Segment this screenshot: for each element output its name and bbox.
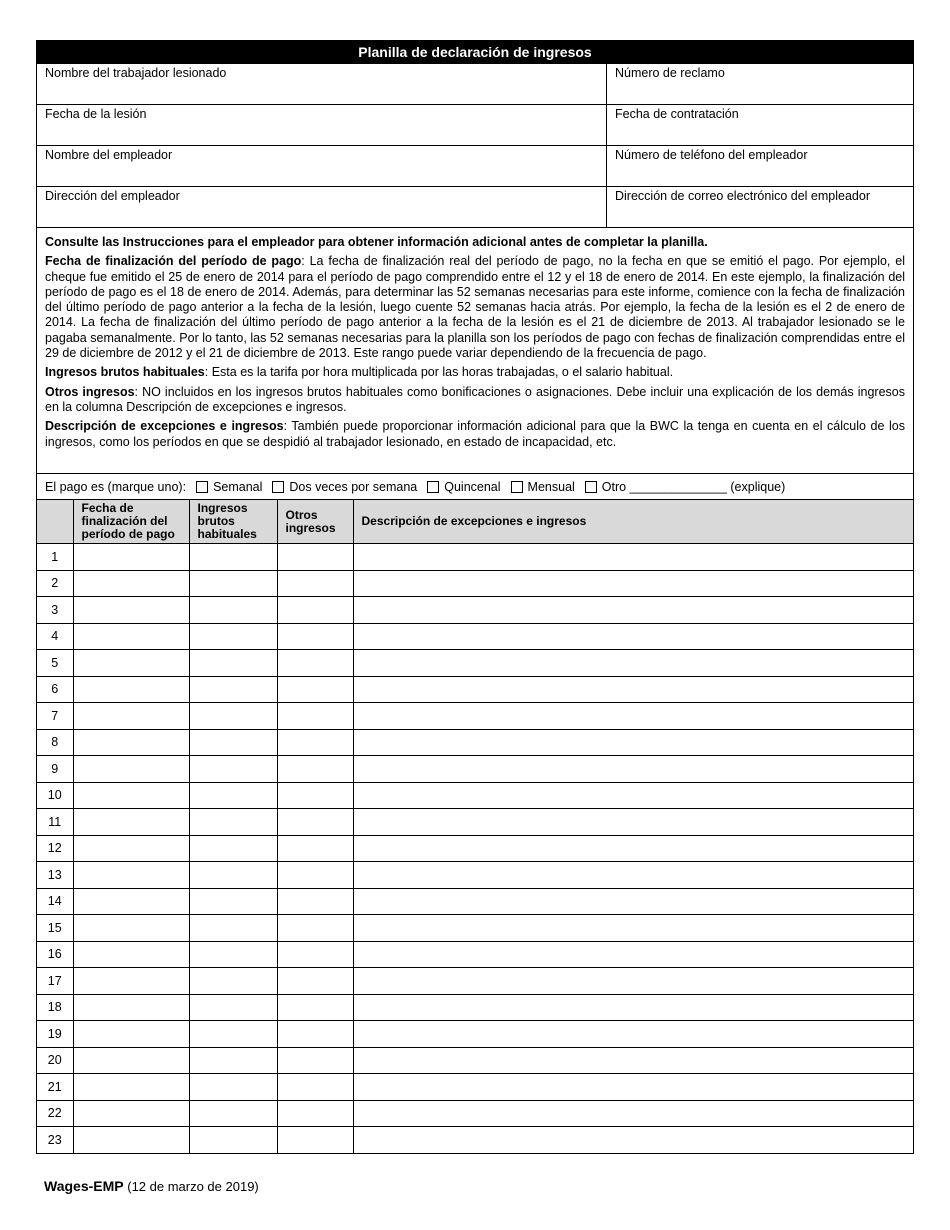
period-end-cell[interactable] [73, 915, 189, 942]
description-cell[interactable] [353, 994, 913, 1021]
employer-email-field[interactable] [607, 187, 913, 227]
injured-worker-name-field[interactable] [37, 64, 607, 104]
table-row [37, 782, 913, 809]
description-cell[interactable] [353, 623, 913, 650]
field-label: Fecha de la lesión [45, 107, 147, 121]
row-number: 12 [37, 835, 73, 862]
row-number: 13 [37, 862, 73, 889]
instruction-term: Descripción de excepciones e ingresos [45, 419, 284, 434]
row-number: 20 [37, 1047, 73, 1074]
option-label: Quincenal [444, 479, 501, 494]
other-income-cell[interactable] [277, 544, 353, 571]
description-cell[interactable] [353, 968, 913, 995]
column-header-description: Descripción de excepciones e ingresos [353, 500, 913, 544]
hire-date-field[interactable] [607, 105, 913, 145]
other-income-cell[interactable] [277, 862, 353, 889]
table-row [37, 941, 913, 968]
description-cell[interactable] [353, 676, 913, 703]
description-cell[interactable] [353, 941, 913, 968]
option-twice-weekly[interactable] [272, 480, 417, 494]
table-row [37, 623, 913, 650]
form-footer [44, 1178, 259, 1194]
gross-wages-cell[interactable] [189, 703, 277, 730]
table-row [37, 1100, 913, 1127]
info-row-worker [37, 63, 913, 104]
gross-wages-cell[interactable] [189, 782, 277, 809]
row-number: 18 [37, 994, 73, 1021]
form-title: Planilla de declaración de ingresos [37, 41, 913, 63]
row-number: 14 [37, 888, 73, 915]
period-end-cell[interactable] [73, 1021, 189, 1048]
other-income-cell[interactable] [277, 597, 353, 624]
gross-wages-cell[interactable] [189, 1047, 277, 1074]
table-row [37, 994, 913, 1021]
row-number: 2 [37, 570, 73, 597]
column-header-gross-wages: Ingresos brutos habituales [189, 500, 277, 544]
description-cell[interactable] [353, 888, 913, 915]
field-label: Número de reclamo [615, 66, 725, 80]
row-number: 21 [37, 1074, 73, 1101]
field-label: Número de teléfono del empleador [615, 148, 808, 162]
other-income-cell[interactable] [277, 782, 353, 809]
gross-wages-cell[interactable] [189, 729, 277, 756]
checkbox-biweekly[interactable] [427, 481, 439, 493]
pay-frequency-row [37, 473, 913, 499]
gross-wages-cell[interactable] [189, 1074, 277, 1101]
column-header-row-number [37, 500, 73, 544]
column-header-period-end: Fecha de finalización del período de pago [73, 500, 189, 544]
row-number: 11 [37, 809, 73, 836]
gross-wages-cell[interactable] [189, 597, 277, 624]
gross-wages-cell[interactable] [189, 756, 277, 783]
field-label: Nombre del trabajador lesionado [45, 66, 227, 80]
other-income-cell[interactable] [277, 994, 353, 1021]
instructions-intro: Consulte las Instrucciones para el empleador para obtener información adicional antes de completar la planilla. [45, 235, 708, 249]
row-number: 5 [37, 650, 73, 677]
form-revision-date: (12 de marzo de 2019) [127, 1179, 259, 1194]
period-end-cell[interactable] [73, 703, 189, 730]
table-row [37, 756, 913, 783]
option-label: Otro ______________ (explique) [601, 479, 786, 494]
injury-date-field[interactable] [37, 105, 607, 145]
gross-wages-cell[interactable] [189, 809, 277, 836]
other-income-cell[interactable] [277, 676, 353, 703]
gross-wages-cell[interactable] [189, 835, 277, 862]
period-end-cell[interactable] [73, 570, 189, 597]
period-end-cell[interactable] [73, 835, 189, 862]
row-number: 17 [37, 968, 73, 995]
gross-wages-cell[interactable] [189, 888, 277, 915]
column-header-other-income: Otros ingresos [277, 500, 353, 544]
table-row [37, 1127, 913, 1154]
description-cell[interactable] [353, 1127, 913, 1154]
gross-wages-cell[interactable] [189, 650, 277, 677]
gross-wages-cell[interactable] [189, 1021, 277, 1048]
instruction-term: Ingresos brutos habituales [45, 365, 205, 380]
description-cell[interactable] [353, 782, 913, 809]
period-end-cell[interactable] [73, 1100, 189, 1127]
gross-wages-cell[interactable] [189, 1127, 277, 1154]
table-row [37, 968, 913, 995]
period-end-cell[interactable] [73, 729, 189, 756]
checkbox-monthly[interactable] [511, 481, 523, 493]
description-cell[interactable] [353, 703, 913, 730]
wages-table [37, 499, 913, 1153]
row-number: 9 [37, 756, 73, 783]
period-end-cell[interactable] [73, 756, 189, 783]
row-number: 8 [37, 729, 73, 756]
instruction-description [45, 419, 905, 450]
period-end-cell[interactable] [73, 1074, 189, 1101]
instruction-text: : Esta es la tarifa por hora multiplicada por las horas trabajadas, o el salario habitual. [204, 365, 674, 380]
row-number: 15 [37, 915, 73, 942]
gross-wages-cell[interactable] [189, 570, 277, 597]
table-row [37, 650, 913, 677]
table-row [37, 729, 913, 756]
description-cell[interactable] [353, 544, 913, 571]
description-cell[interactable] [353, 650, 913, 677]
claim-number-field[interactable] [607, 64, 913, 104]
table-row [37, 835, 913, 862]
description-cell[interactable] [353, 570, 913, 597]
other-income-cell[interactable] [277, 835, 353, 862]
gross-wages-cell[interactable] [189, 1100, 277, 1127]
option-biweekly[interactable] [427, 480, 500, 494]
description-cell[interactable] [353, 915, 913, 942]
employer-phone-field[interactable] [607, 146, 913, 186]
instruction-text: : También puede proporcionar información adicional para que la BWC la tenga en cuenta en el cálculo de los ingresos, como los períodos en que se despidió al trabajador lesionado, en estado de incapacidad, etc. [45, 419, 905, 449]
period-end-cell[interactable] [73, 676, 189, 703]
table-row [37, 809, 913, 836]
row-number: 1 [37, 544, 73, 571]
table-row [37, 703, 913, 730]
period-end-cell[interactable] [73, 782, 189, 809]
row-number: 6 [37, 676, 73, 703]
gross-wages-cell[interactable] [189, 994, 277, 1021]
period-end-cell[interactable] [73, 994, 189, 1021]
row-number: 16 [37, 941, 73, 968]
other-income-cell[interactable] [277, 703, 353, 730]
table-row [37, 544, 913, 571]
description-cell[interactable] [353, 862, 913, 889]
other-income-cell[interactable] [277, 1074, 353, 1101]
other-income-cell[interactable] [277, 941, 353, 968]
other-income-cell[interactable] [277, 809, 353, 836]
table-row [37, 1021, 913, 1048]
description-cell[interactable] [353, 756, 913, 783]
option-label: Dos veces por semana [289, 479, 418, 494]
row-number: 10 [37, 782, 73, 809]
row-number: 4 [37, 623, 73, 650]
instruction-gross-wages [45, 365, 905, 380]
checkbox-other[interactable] [585, 481, 597, 493]
other-income-cell[interactable] [277, 968, 353, 995]
other-income-cell[interactable] [277, 729, 353, 756]
table-row [37, 597, 913, 624]
period-end-cell[interactable] [73, 597, 189, 624]
row-number: 22 [37, 1100, 73, 1127]
instruction-period-end [45, 254, 905, 361]
option-label: Semanal [213, 479, 263, 494]
info-row-employer [37, 145, 913, 186]
gross-wages-cell[interactable] [189, 676, 277, 703]
table-row [37, 888, 913, 915]
field-label: Nombre del empleador [45, 148, 173, 162]
period-end-cell[interactable] [73, 968, 189, 995]
gross-wages-cell[interactable] [189, 968, 277, 995]
description-cell[interactable] [353, 1047, 913, 1074]
table-row [37, 676, 913, 703]
wages-table-body [37, 544, 913, 1154]
instructions-section [37, 227, 913, 473]
other-income-cell[interactable] [277, 1021, 353, 1048]
table-row [37, 862, 913, 889]
other-income-cell[interactable] [277, 1047, 353, 1074]
other-income-cell[interactable] [277, 888, 353, 915]
instruction-term: Otros ingresos [45, 384, 135, 399]
checkbox-twice-weekly[interactable] [272, 481, 284, 493]
info-row-address [37, 186, 913, 227]
instruction-term: Fecha de finalización del período de pago [45, 254, 302, 269]
period-end-cell[interactable] [73, 544, 189, 571]
row-number: 7 [37, 703, 73, 730]
table-row [37, 1047, 913, 1074]
other-income-cell[interactable] [277, 756, 353, 783]
description-cell[interactable] [353, 809, 913, 836]
table-header-row [37, 500, 913, 544]
period-end-cell[interactable] [73, 862, 189, 889]
other-income-cell[interactable] [277, 650, 353, 677]
field-label: Dirección del empleador [45, 189, 180, 203]
row-number: 3 [37, 597, 73, 624]
period-end-cell[interactable] [73, 888, 189, 915]
other-income-cell[interactable] [277, 1100, 353, 1127]
field-label: Dirección de correo electrónico del empleador [615, 189, 870, 203]
form-code: Wages-EMP [44, 1178, 124, 1194]
option-other[interactable] [585, 480, 785, 494]
description-cell[interactable] [353, 729, 913, 756]
option-label: Mensual [527, 479, 575, 494]
other-income-cell[interactable] [277, 915, 353, 942]
other-income-cell[interactable] [277, 1127, 353, 1154]
description-cell[interactable] [353, 1021, 913, 1048]
wage-statement-form [36, 40, 914, 1154]
option-weekly[interactable] [196, 480, 262, 494]
field-label: Fecha de contratación [615, 107, 739, 121]
gross-wages-cell[interactable] [189, 915, 277, 942]
instruction-other-income [45, 385, 905, 416]
other-income-cell[interactable] [277, 570, 353, 597]
instruction-text: : La fecha de finalización real del período de pago, no la fecha en que se emitió el pago. Por ejemplo, el cheque fue emitido el 25 de enero de 2014 para el período de pago comprendido entre el 12 y el 18 de enero de 2014. En este ejemplo, la finalización del período de pago es el 18 de enero de 2014. Además, para determinar las 52 semanas necesarias para este informe, comience con la fecha de finalización del último período de pago anterior a la fecha de la lesión, luego cuente 52 semanas hacia atrás. Por ejemplo, la fecha de la lesión es el 2 de enero de 2014. La fecha de finalización del último período de pago anterior a la fecha de la lesión es el 21 de diciembre de 2013. Al trabajador lesionado se le pagaba semanalmente. Por lo tanto, las 52 semanas necesarias para la planilla son los períodos de pago con fechas de finalización comprendidas entre el 29 de diciembre de 2012 y el 21 de diciembre de 2013. Este rango puede variar dependiendo de la frecuencia de pago. [45, 254, 905, 361]
period-end-cell[interactable] [73, 941, 189, 968]
gross-wages-cell[interactable] [189, 862, 277, 889]
employer-address-field[interactable] [37, 187, 607, 227]
description-cell[interactable] [353, 1100, 913, 1127]
row-number: 19 [37, 1021, 73, 1048]
option-monthly[interactable] [511, 480, 575, 494]
table-row [37, 915, 913, 942]
period-end-cell[interactable] [73, 623, 189, 650]
description-cell[interactable] [353, 1074, 913, 1101]
description-cell[interactable] [353, 835, 913, 862]
employer-name-field[interactable] [37, 146, 607, 186]
checkbox-weekly[interactable] [196, 481, 208, 493]
period-end-cell[interactable] [73, 1127, 189, 1154]
period-end-cell[interactable] [73, 809, 189, 836]
table-row [37, 570, 913, 597]
table-row [37, 1074, 913, 1101]
row-number: 23 [37, 1127, 73, 1154]
instruction-text: : NO incluidos en los ingresos brutos habituales como bonificaciones o asignaciones. Debe incluir una explicación de los demás ingresos en la columna Descripción de excepciones e ingresos. [45, 384, 905, 414]
gross-wages-cell[interactable] [189, 941, 277, 968]
info-row-dates [37, 104, 913, 145]
gross-wages-cell[interactable] [189, 544, 277, 571]
period-end-cell[interactable] [73, 1047, 189, 1074]
description-cell[interactable] [353, 597, 913, 624]
pay-frequency-label: El pago es (marque uno): [45, 479, 187, 494]
period-end-cell[interactable] [73, 650, 189, 677]
other-income-cell[interactable] [277, 623, 353, 650]
gross-wages-cell[interactable] [189, 623, 277, 650]
